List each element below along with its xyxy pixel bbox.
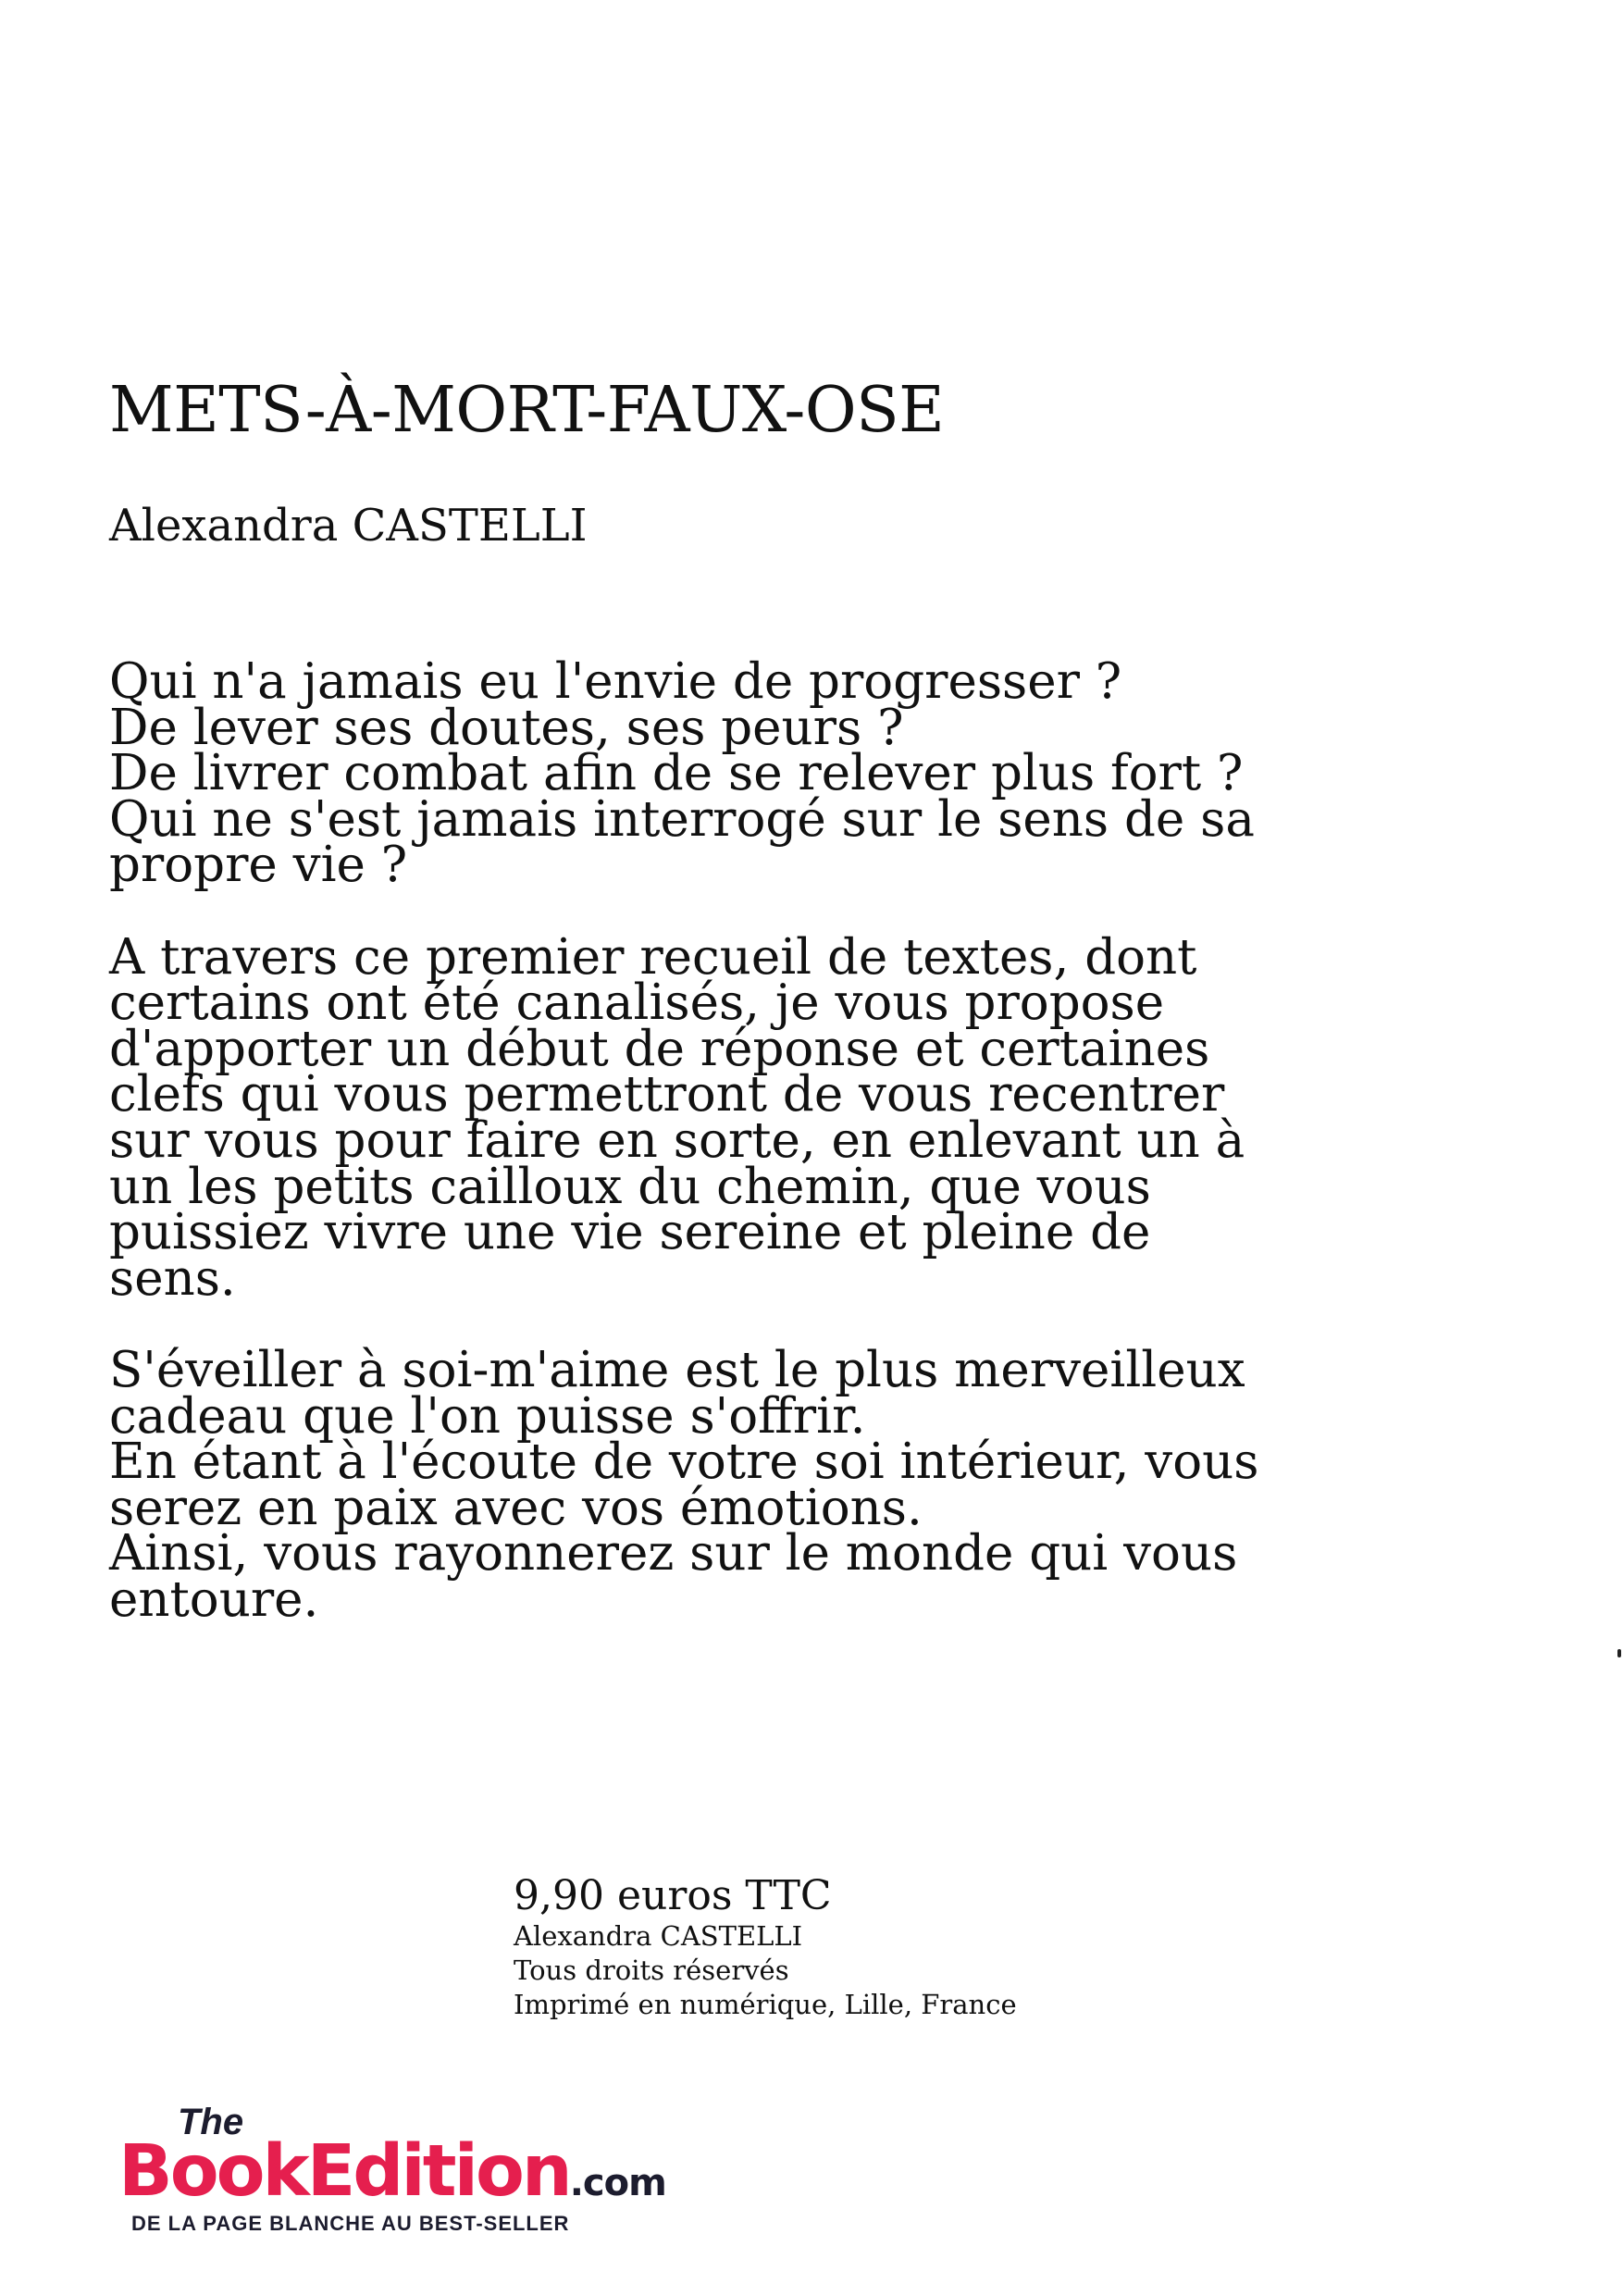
blurb-line: un les petits cailloux du chemin, que vous bbox=[109, 1158, 1151, 1215]
blurb-line: De livrer combat afin de se relever plus fort ? bbox=[109, 745, 1244, 802]
logo-tagline: DE LA PAGE BLANCHE AU BEST-SELLER bbox=[131, 2212, 570, 2235]
blurb-paragraph bbox=[109, 653, 1257, 894]
blurb-line: A travers ce premier recueil de textes, dont bbox=[109, 928, 1197, 986]
blurb-line: entoure. bbox=[109, 1570, 319, 1628]
colophon-author: Alexandra CASTELLI bbox=[514, 1920, 803, 1952]
blurb-line: serez en paix avec vos émotions. bbox=[109, 1479, 923, 1536]
logo-the-text: The bbox=[178, 2102, 244, 2142]
blurb-line: propre vie ? bbox=[109, 837, 408, 894]
blurb-paragraph bbox=[109, 1341, 1259, 1628]
blurb-line: Qui n'a jamais eu l'envie de progresser ? bbox=[109, 653, 1122, 710]
blurb-line: sens. bbox=[109, 1249, 236, 1307]
blurb-paragraph bbox=[109, 928, 1257, 1307]
blurb-line: En étant à l'écoute de votre soi intérieur, vous bbox=[109, 1433, 1259, 1491]
book-author: Alexandra CASTELLI bbox=[109, 500, 588, 552]
blurb-line: cadeau que l'on puisse s'offrir. bbox=[109, 1387, 866, 1445]
colophon-printing: Imprimé en numérique, Lille, France bbox=[514, 1989, 1017, 2020]
price-label: 9,90 euros TTC bbox=[514, 1872, 832, 1919]
back-cover-blurb bbox=[109, 653, 1259, 1669]
logo-suffix-text: .com bbox=[569, 2162, 666, 2204]
blurb-line: Ainsi, vous rayonnerez sur le monde qui vous bbox=[109, 1525, 1238, 1582]
colophon bbox=[514, 1873, 1017, 2022]
blurb-line: d'apporter un début de réponse et certaines bbox=[109, 1020, 1210, 1077]
edge-mark bbox=[1617, 1649, 1621, 1657]
colophon-rights: Tous droits réservés bbox=[514, 1955, 789, 1986]
blurb-line: sur vous pour faire en sorte, en enlevant un à bbox=[109, 1111, 1245, 1169]
blurb-line: De lever ses doutes, ses peurs ? bbox=[109, 699, 904, 756]
blurb-line: clefs qui vous permettront de vous recentrer bbox=[109, 1066, 1225, 1123]
blurb-line: puissiez vivre une vie sereine et pleine de bbox=[109, 1204, 1151, 1261]
logo-brand-text: BookEdition bbox=[118, 2130, 570, 2213]
blurb-line: S'éveiller à soi-m'aime est le plus merveilleux bbox=[109, 1341, 1245, 1398]
logo-wordmark bbox=[118, 2130, 666, 2225]
blurb-line: certains ont été canalisés, je vous propose bbox=[109, 974, 1165, 1032]
book-title: METS-À-MORT-FAUX-OSE bbox=[109, 374, 945, 447]
blurb-line: Qui ne s'est jamais interrogé sur le sens de sa bbox=[109, 790, 1255, 848]
publisher-logo bbox=[118, 2103, 674, 2241]
